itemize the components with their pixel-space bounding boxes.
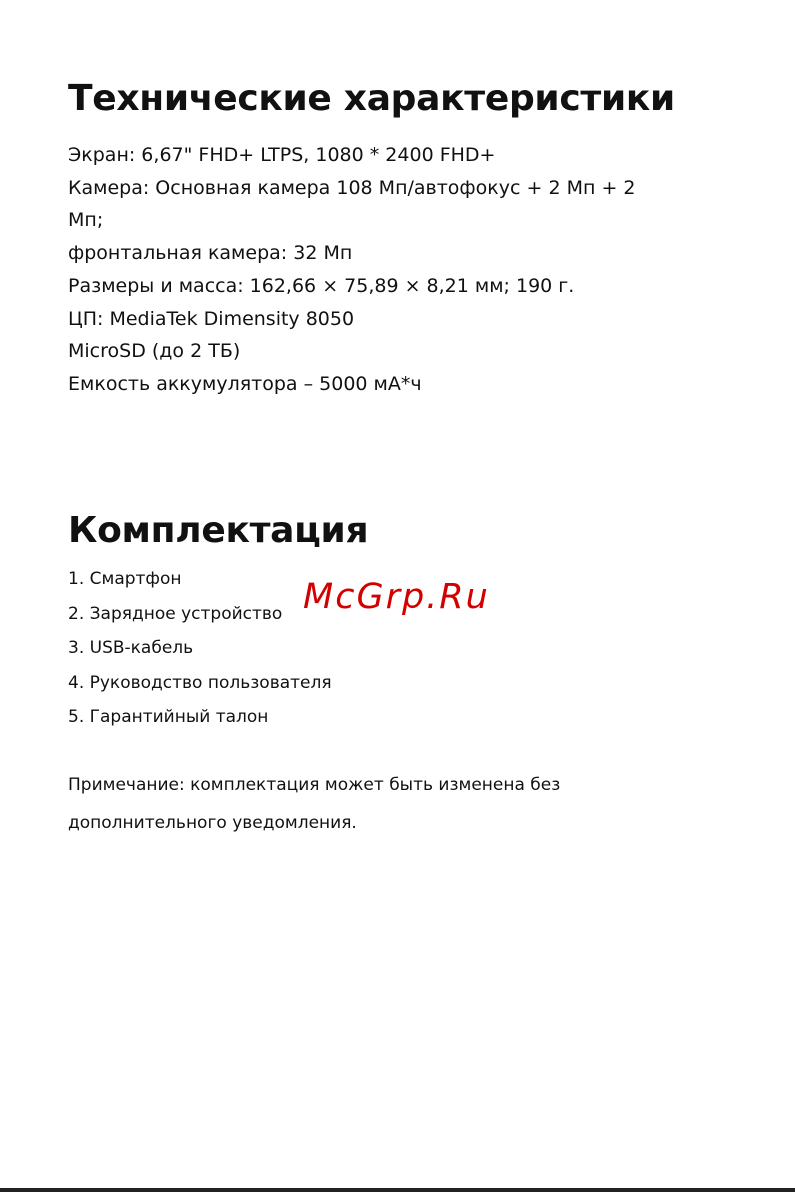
kit-item: 1. Смартфон <box>68 569 182 589</box>
kit-item: 3. USB-кабель <box>68 638 194 658</box>
spec-line-cpu: ЦП: MediaTek Dimensity 8050 <box>68 307 355 330</box>
spec-line-screen: Экран: 6,67" FHD+ LTPS, 1080 * 2400 FHD+ <box>68 144 496 166</box>
spec-line-camera-cont: Мп; <box>68 209 104 232</box>
specs-heading: Технические характеристики <box>68 78 675 119</box>
note-line: Примечание: комплектация может быть изменена без <box>68 775 561 795</box>
spec-line-front-camera: фронтальная камера: 32 Мп <box>68 242 353 265</box>
specs-list <box>68 139 728 401</box>
spec-line-dimensions: Размеры и масса: 162,66 × 75,89 × 8,21 мм; 190 г. <box>68 274 575 297</box>
kit-list <box>68 562 332 735</box>
note-line: дополнительного уведомления. <box>68 813 357 833</box>
note-paragraph <box>68 766 560 842</box>
spec-line-camera: Камера: Основная камера 108 Мп/автофокус + 2 Мп + 2 <box>68 176 636 199</box>
kit-item: 5. Гарантийный талон <box>68 707 269 727</box>
spec-line-battery: Емкость аккумулятора – 5000 мА*ч <box>68 372 422 395</box>
spec-line-microsd: MicroSD (до 2 ТБ) <box>68 340 241 363</box>
kit-item: 2. Зарядное устройство <box>68 603 283 624</box>
kit-heading: Комплектация <box>68 510 369 551</box>
kit-item: 4. Руководство пользователя <box>68 672 332 693</box>
watermark: McGrp.Ru <box>303 577 490 617</box>
bottom-border <box>0 1188 795 1192</box>
